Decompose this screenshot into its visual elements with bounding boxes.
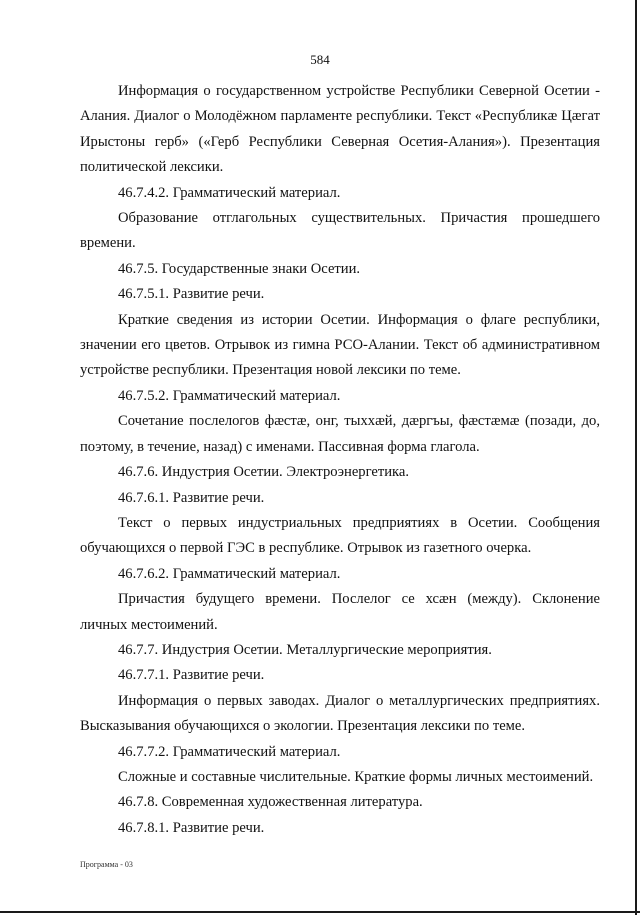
paragraph: Образование отглагольных существительных. Причастия прошедшего времени. — [80, 210, 600, 252]
paragraph: Информация о государственном устройстве Республики Северной Осетии - Алания. Диалог о Молодёжном парламенте республики. Текст «Республикæ Цæгат Ирыстоны герб» («Герб Республики Северная Осетия-Алания»). Презентация политической лексики. — [80, 83, 600, 176]
paragraph: Информация о первых заводах. Диалог о металлургических предприятиях. Высказывания обучающихся о экологии. Презентация лексики по теме. — [80, 692, 600, 735]
paragraph: Текст о первых индустриальных предприятиях в Осетии. Сообщения обучающихся о первой ГЭС в республике. Отрывок из газетного очерка. — [80, 514, 600, 557]
scan-border-bottom — [0, 911, 640, 913]
section-heading: 46.7.5.1. Развитие речи. — [118, 286, 265, 303]
scan-border-right — [635, 0, 637, 915]
section-heading: 46.7.7.1. Развитие речи. — [118, 667, 265, 684]
paragraph: Сложные и составные числительные. Краткие формы личных местоимений. — [118, 768, 594, 785]
section-heading: 46.7.6. Индустрия Осетии. Электроэнергетика. — [118, 464, 410, 481]
section-heading: 46.7.7.2. Грамматический материал. — [118, 743, 341, 760]
section-heading: 46.7.7. Индустрия Осетии. Металлургические мероприятия. — [118, 641, 492, 658]
footer-note: Программа - 03 — [80, 860, 133, 869]
section-heading: 46.7.8.1. Развитие речи. — [118, 819, 265, 836]
section-heading: 46.7.6.2. Грамматический материал. — [118, 565, 341, 582]
paragraph: Краткие сведения из истории Осетии. Информация о флаге республики, значении его цветов. Отрывок из гимна РСО-Алании. Текст об административном устройстве республики. Презентация новой лексики по теме. — [80, 311, 600, 379]
paragraph: Причастия будущего времени. Послелог се хсæн (между). Склонение личных местоимений. — [80, 591, 600, 633]
section-heading: 46.7.8. Современная художественная литература. — [118, 794, 423, 811]
section-heading: 46.7.4.2. Грамматический материал. — [118, 184, 341, 201]
section-heading: 46.7.6.1. Развитие речи. — [118, 489, 265, 506]
document-body — [80, 79, 600, 841]
section-heading: 46.7.5.2. Грамматический материал. — [118, 387, 341, 404]
paragraph: Сочетание послелогов фæстæ, онг, тыххæй, дæргъы, фæстæмæ (позади, до, поэтому, в течение, назад) с именами. Пассивная форма глагола. — [80, 413, 600, 455]
page-number: 584 — [310, 52, 330, 67]
section-heading: 46.7.5. Государственные знаки Осетии. — [118, 260, 361, 277]
